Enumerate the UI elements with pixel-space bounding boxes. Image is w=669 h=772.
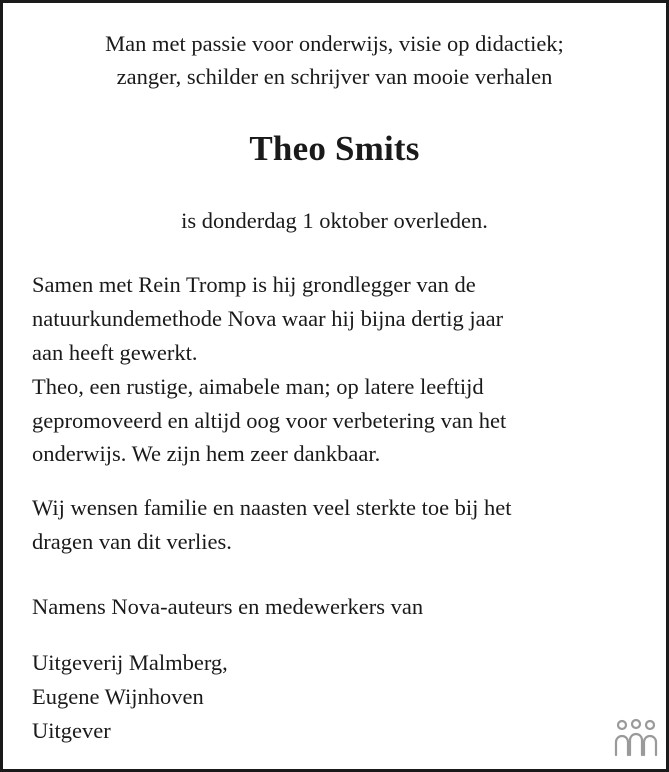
body-line: dragen van dit verlies. <box>32 529 232 554</box>
body-line: natuurkundemethode Nova waar hij bijna dertig jaar <box>32 306 504 331</box>
header-line-1: Man met passie voor onderwijs, visie op didactiek; <box>105 31 564 56</box>
announcement-line: is donderdag 1 oktober overleden. <box>181 208 488 233</box>
body-line: gepromoveerd en altijd oog voor verbetering van het <box>32 408 507 433</box>
header-line-2: zanger, schilder en schrijver van mooie verhalen <box>116 64 553 89</box>
signature-intro: Namens Nova-auteurs en medewerkers van <box>32 594 424 619</box>
body-line: aan heeft gewerkt. <box>32 340 198 365</box>
deceased-name: Theo Smits <box>249 129 420 168</box>
body-line: onderwijs. We zijn hem zeer dankbaar. <box>32 441 381 466</box>
body-line: Theo, een rustige, aimabele man; op latere leeftijd <box>32 374 484 399</box>
people-group-icon <box>612 718 660 758</box>
signature-line: Eugene Wijnhoven <box>32 684 204 709</box>
body-line: Samen met Rein Tromp is hij grondlegger van de <box>32 272 476 297</box>
signature-line: Uitgever <box>32 718 111 743</box>
signature-line: Uitgeverij Malmberg, <box>32 650 228 675</box>
body-line: Wij wensen familie en naasten veel sterkte toe bij het <box>32 495 512 520</box>
